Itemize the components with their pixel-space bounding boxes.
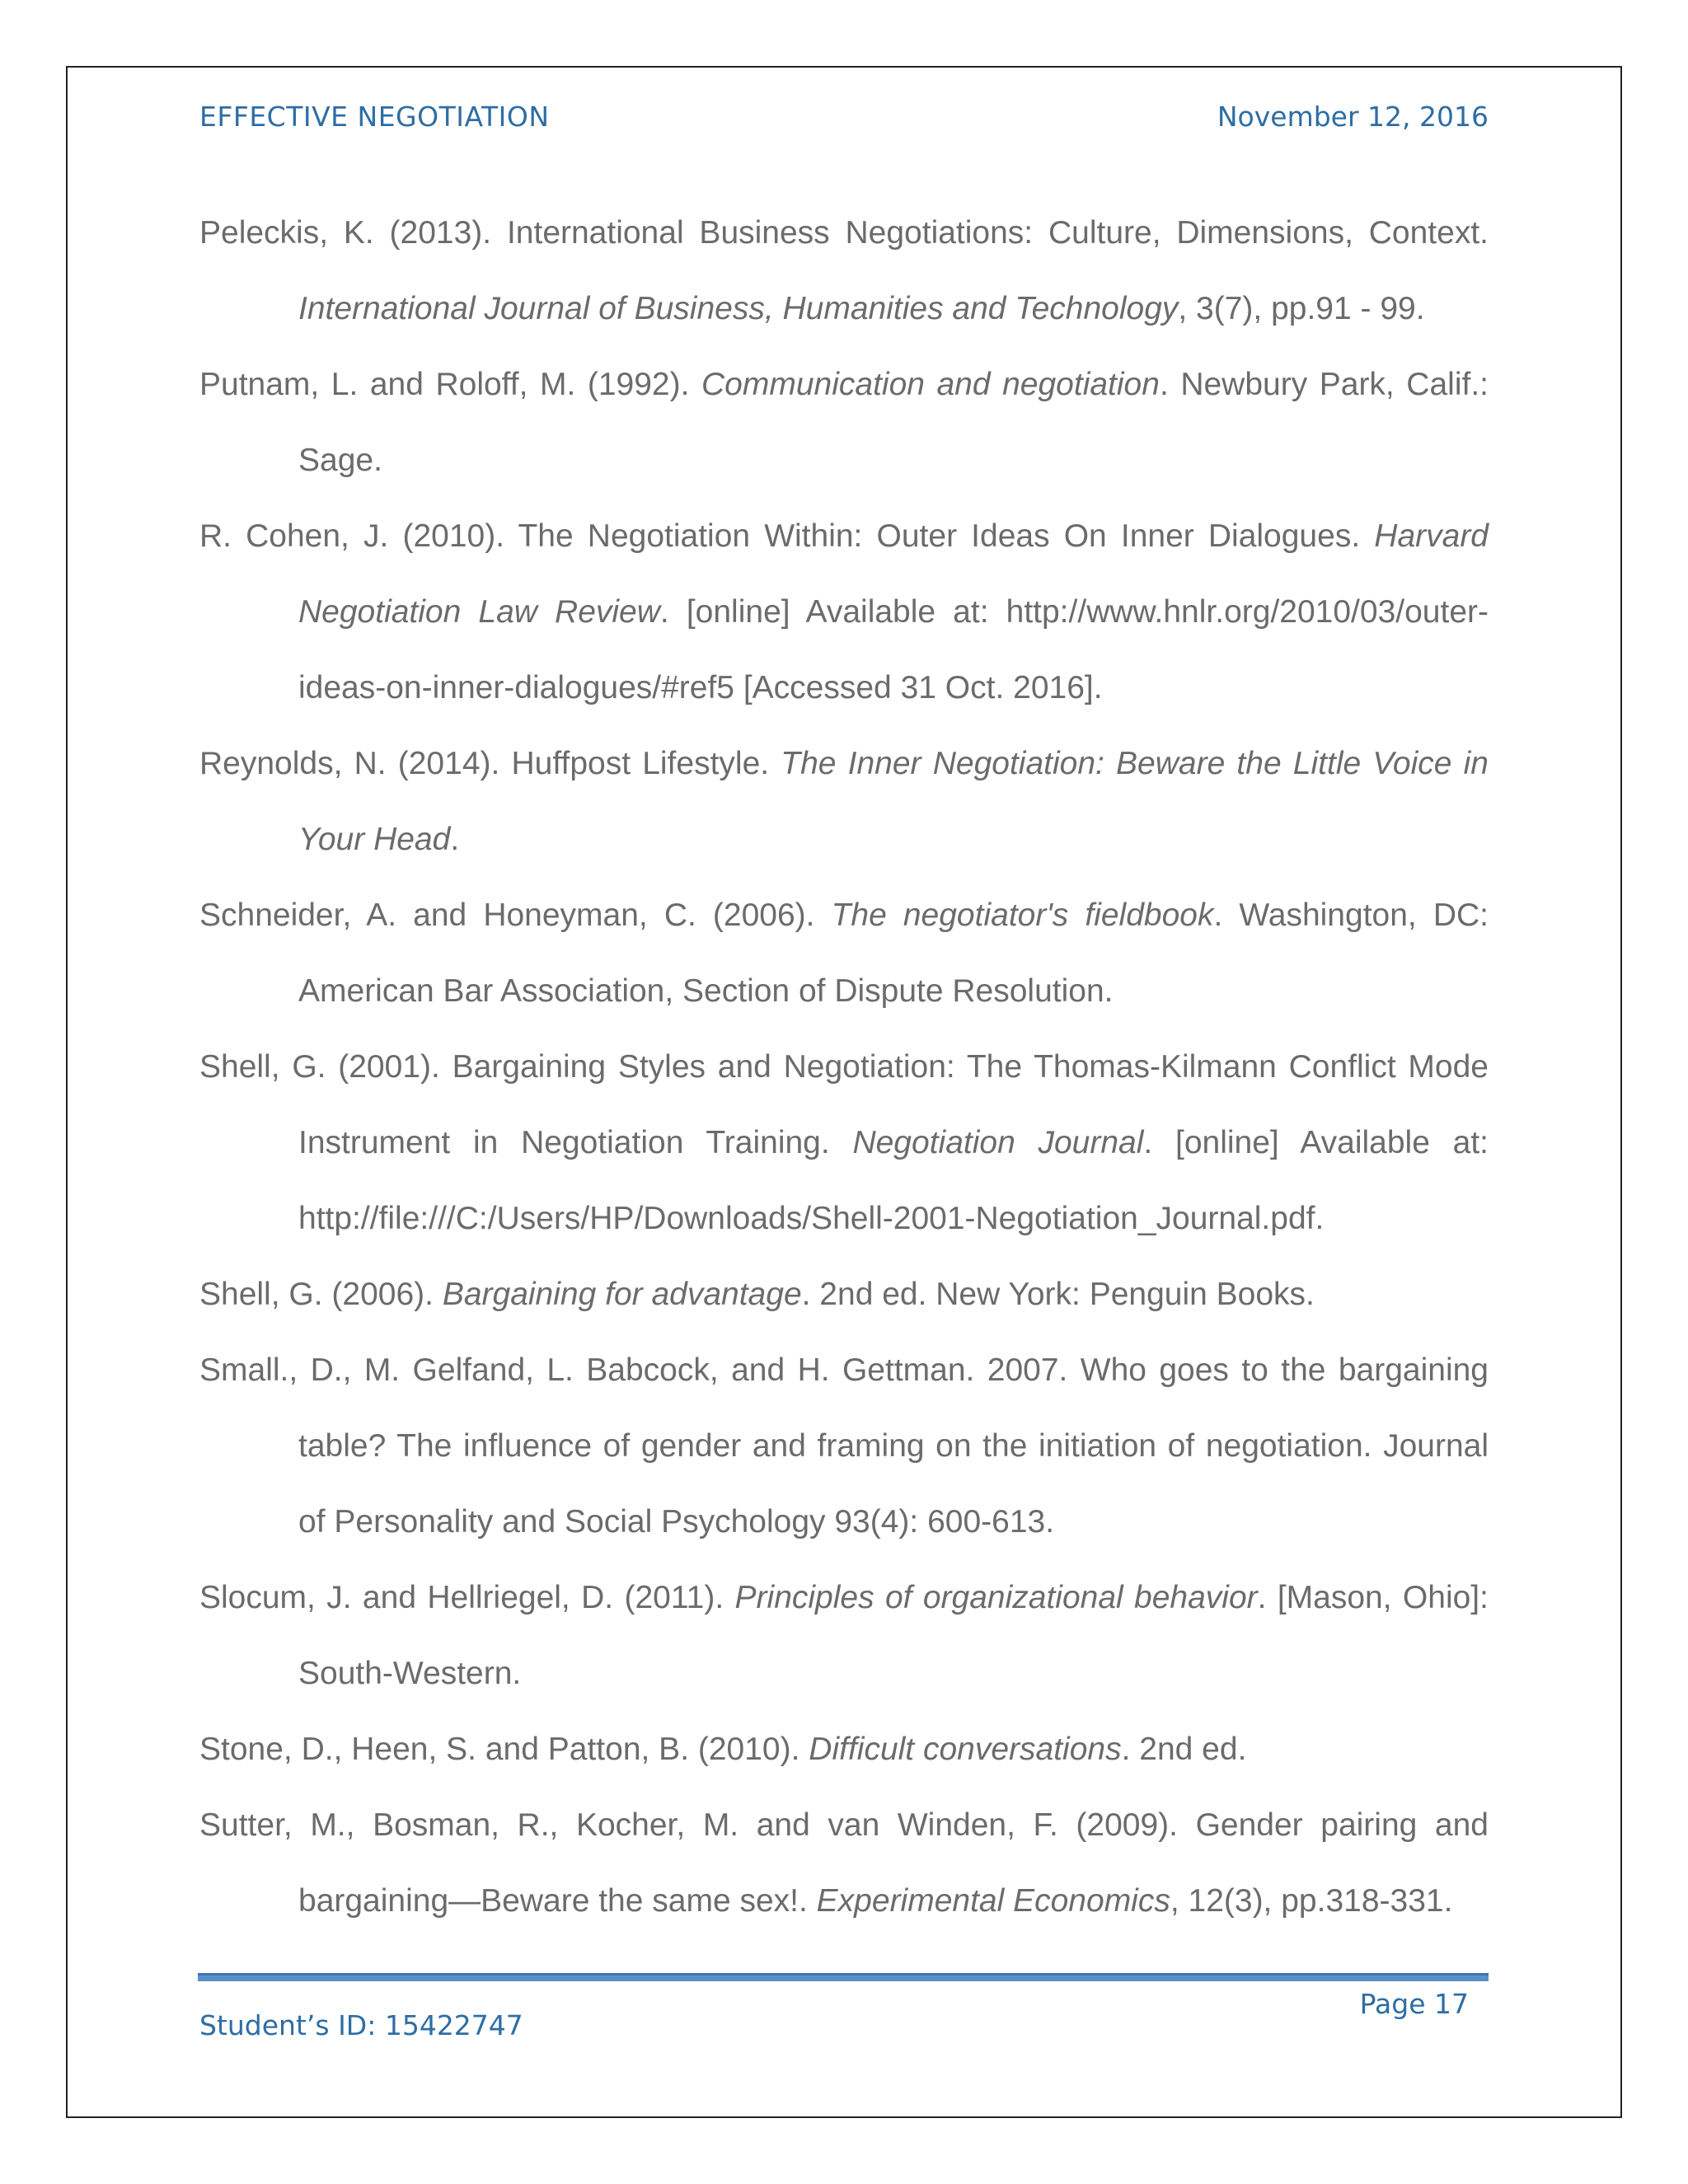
reference-details: , 12(3), pp.318-331. (1170, 1883, 1453, 1919)
reference-details: . [online] Available at: http://file:///C:/Users/HP/Downloads/Shell-2001-Negotiation_Journal.pdf. (298, 1125, 1489, 1236)
reference-title: Difficult conversations (809, 1732, 1122, 1767)
reference-details: . [online] Available at: http://www.hnlr.org/2010/03/outer-ideas-on-inner-dialogues/#ref5 [Accessed 31 Oct. 2016]. (298, 594, 1489, 705)
reference-entry (199, 1712, 1489, 1788)
reference-entry (199, 195, 1489, 347)
reference-text: Small., D., M. Gelfand, L. Babcock, and H. Gettman. 2007. Who goes to the bargaining table? The influence of gender and framing on the initiation of negotiation. Journal of Personality and Social Psychology 93(4): 600-613. (199, 1352, 1489, 1540)
reference-entry (199, 726, 1489, 878)
reference-title: Harvard Negotiation Law Review (298, 518, 1489, 630)
reference-details: . Washington, DC: American Bar Association, Section of Dispute Resolution. (298, 898, 1489, 1009)
reference-text: Schneider, A. and Honeyman, C. (2006). (199, 898, 832, 933)
header-title: EFFECTIVE NEGOTIATION (199, 101, 550, 133)
reference-entry (199, 1788, 1489, 1939)
header-date: November 12, 2016 (1217, 101, 1489, 133)
reference-text: Sutter, M., Bosman, R., Kocher, M. and van Winden, F. (2009). Gender pairing and bargaining—Beware the same sex!. (199, 1807, 1489, 1919)
reference-title: Negotiation Journal (852, 1125, 1144, 1160)
reference-title: Communication and negotiation (701, 367, 1160, 402)
reference-list (199, 195, 1489, 1939)
reference-text: Shell, G. (2001). Bargaining Styles and Negotiation: The Thomas-Kilmann Conflict Mode Instrument in Negotiation Training. (199, 1049, 1489, 1160)
reference-details: . Newbury Park, Calif.: Sage. (298, 367, 1489, 478)
reference-entry (199, 1257, 1489, 1333)
reference-text: Stone, D., Heen, S. and Patton, B. (2010). (199, 1732, 809, 1767)
reference-text: Peleckis, K. (2013). International Business Negotiations: Culture, Dimensions, Context. (199, 215, 1489, 251)
footer-rule (198, 1973, 1489, 1981)
reference-title: The negotiator's fieldbook (831, 898, 1214, 933)
reference-details: . 2nd ed. New York: Penguin Books. (801, 1277, 1315, 1312)
reference-text: Reynolds, N. (2014). Huffpost Lifestyle. (199, 746, 781, 781)
reference-details: . (450, 822, 460, 857)
reference-entry (199, 1333, 1489, 1560)
reference-title: Principles of organizational behavior (734, 1580, 1258, 1615)
student-id: Student’s ID: 15422747 (199, 2009, 523, 2041)
reference-entry (199, 499, 1489, 726)
reference-entry (199, 878, 1489, 1029)
reference-entry (199, 1029, 1489, 1257)
reference-entry (199, 1560, 1489, 1712)
page-number: Page 17 (1359, 1988, 1469, 2020)
reference-details: . 2nd ed. (1121, 1732, 1247, 1767)
reference-text: Shell, G. (2006). (199, 1277, 443, 1312)
reference-details: , 3(7), pp.91 - 99. (1178, 291, 1425, 326)
reference-text: Putnam, L. and Roloff, M. (1992). (199, 367, 701, 402)
reference-details: . [Mason, Ohio]: South-Western. (298, 1580, 1489, 1691)
reference-entry (199, 347, 1489, 499)
reference-text: R. Cohen, J. (2010). The Negotiation Within: Outer Ideas On Inner Dialogues. (199, 518, 1375, 554)
reference-title: Bargaining for advantage (442, 1277, 802, 1312)
reference-text: Slocum, J. and Hellriegel, D. (2011). (199, 1580, 735, 1615)
reference-title: International Journal of Business, Humanities and Technology (298, 291, 1179, 326)
reference-title: Experimental Economics (816, 1883, 1170, 1919)
reference-title: The Inner Negotiation: Beware the Little Voice in Your Head (298, 746, 1489, 857)
